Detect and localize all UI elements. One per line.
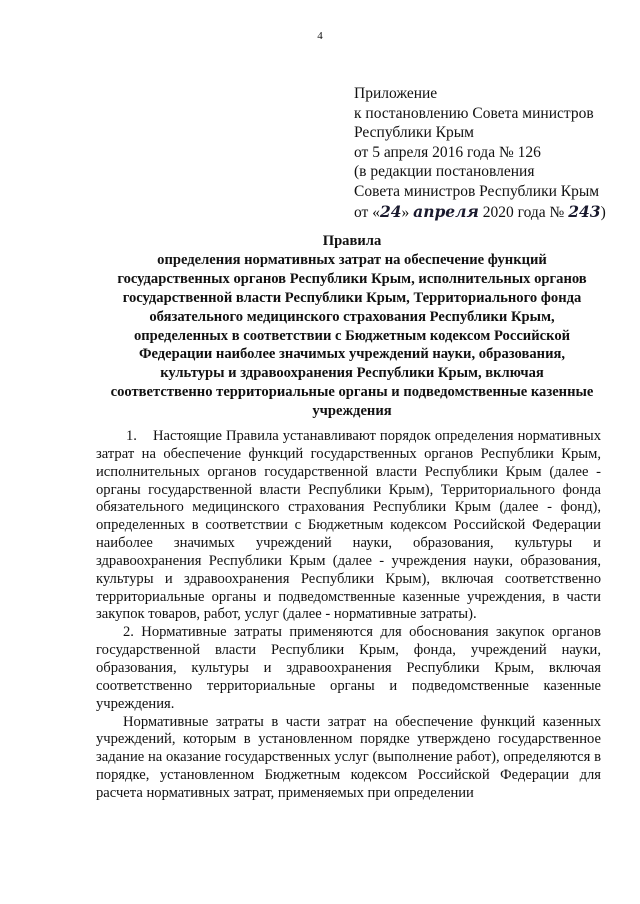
paragraph-3: Нормативные затраты в части затрат на обеспечение функций казенных учреждений, которым в установленном порядке утверждено государственное задание на оказание государственных услуг (выполнение работ), определяются в порядке, установленном Бюджетным кодексом Российской Федерации для расчета нормативных затрат, применяемых при определении: [96, 713, 601, 801]
title-line: государственных органов Республики Крым, исполнительных органов: [117, 270, 587, 287]
title-line: определения нормативных затрат на обеспечение функций: [157, 251, 547, 268]
appendix-line: Приложение: [354, 85, 438, 102]
page-number: 4: [317, 30, 323, 42]
date-suffix: ): [600, 203, 606, 221]
appendix-block: [354, 84, 606, 222]
handwritten-day: 24: [379, 201, 402, 221]
appendix-line: от 5 апреля 2016 года № 126: [354, 143, 541, 161]
date-mid: »: [401, 203, 414, 221]
title-heading: Правила: [322, 233, 382, 249]
title-line: Федерации наиболее значимых учреждений науки, образования,: [138, 346, 566, 363]
paragraph-2: 2. Нормативные затраты применяются для обоснования закупок органов государственной власти Республики Крым, фонда, учреждений науки, образования, культуры и здравоохранения Республики Крым, включая соответственно территориальные органы и подведомственные казенные учреждения.: [96, 624, 601, 712]
appendix-line: к постановлению Совета министров: [354, 104, 594, 122]
document-body: [96, 428, 601, 803]
appendix-line: Республики Крым: [354, 124, 474, 142]
document-title: [96, 232, 608, 421]
title-line: соответственно территориальные органы и подведомственные казенные: [110, 384, 594, 401]
appendix-line: (в редакции постановления: [354, 163, 535, 181]
handwritten-month: апреля: [413, 201, 479, 221]
appendix-date-line: [354, 202, 606, 223]
title-line: обязательного медицинского страхования Республики Крым,: [149, 308, 555, 325]
date-prefix: от «: [354, 203, 380, 221]
title-line: учреждения: [312, 403, 392, 420]
handwritten-number: 243: [568, 201, 601, 221]
paragraph-1: 1. Настоящие Правила устанавливают порядок определения нормативных затрат на обеспечение функций государственных органов Республики Крым, исполнительных органов государственной власти Республики Крым (далее - органы государственной власти Республики Крым), Территориального фонда обязательного медицинского страхования Республики Крым (далее - фонд), определенных в соответствии с Бюджетным кодексом Российской Федерации наиболее значимых учреждений науки, образования, культуры и здравоохранения Республики Крым (далее - учреждения науки, образования, культуры и здравоохранения Республики Крым), включая соответственно территориальные органы и подведомственные казенные учреждения, в части закупок товаров, работ, услуг (далее - нормативные затраты).: [96, 428, 601, 623]
title-line: культуры и здравоохранения Республики Крым, включая: [160, 365, 544, 382]
date-year: 2020 года №: [478, 203, 569, 221]
title-line: определенных в соответствии с Бюджетным кодексом Российской: [133, 327, 571, 344]
title-line: государственной власти Республики Крым, Территориального фонда: [122, 289, 582, 306]
appendix-line: Совета министров Республики Крым: [354, 182, 600, 200]
